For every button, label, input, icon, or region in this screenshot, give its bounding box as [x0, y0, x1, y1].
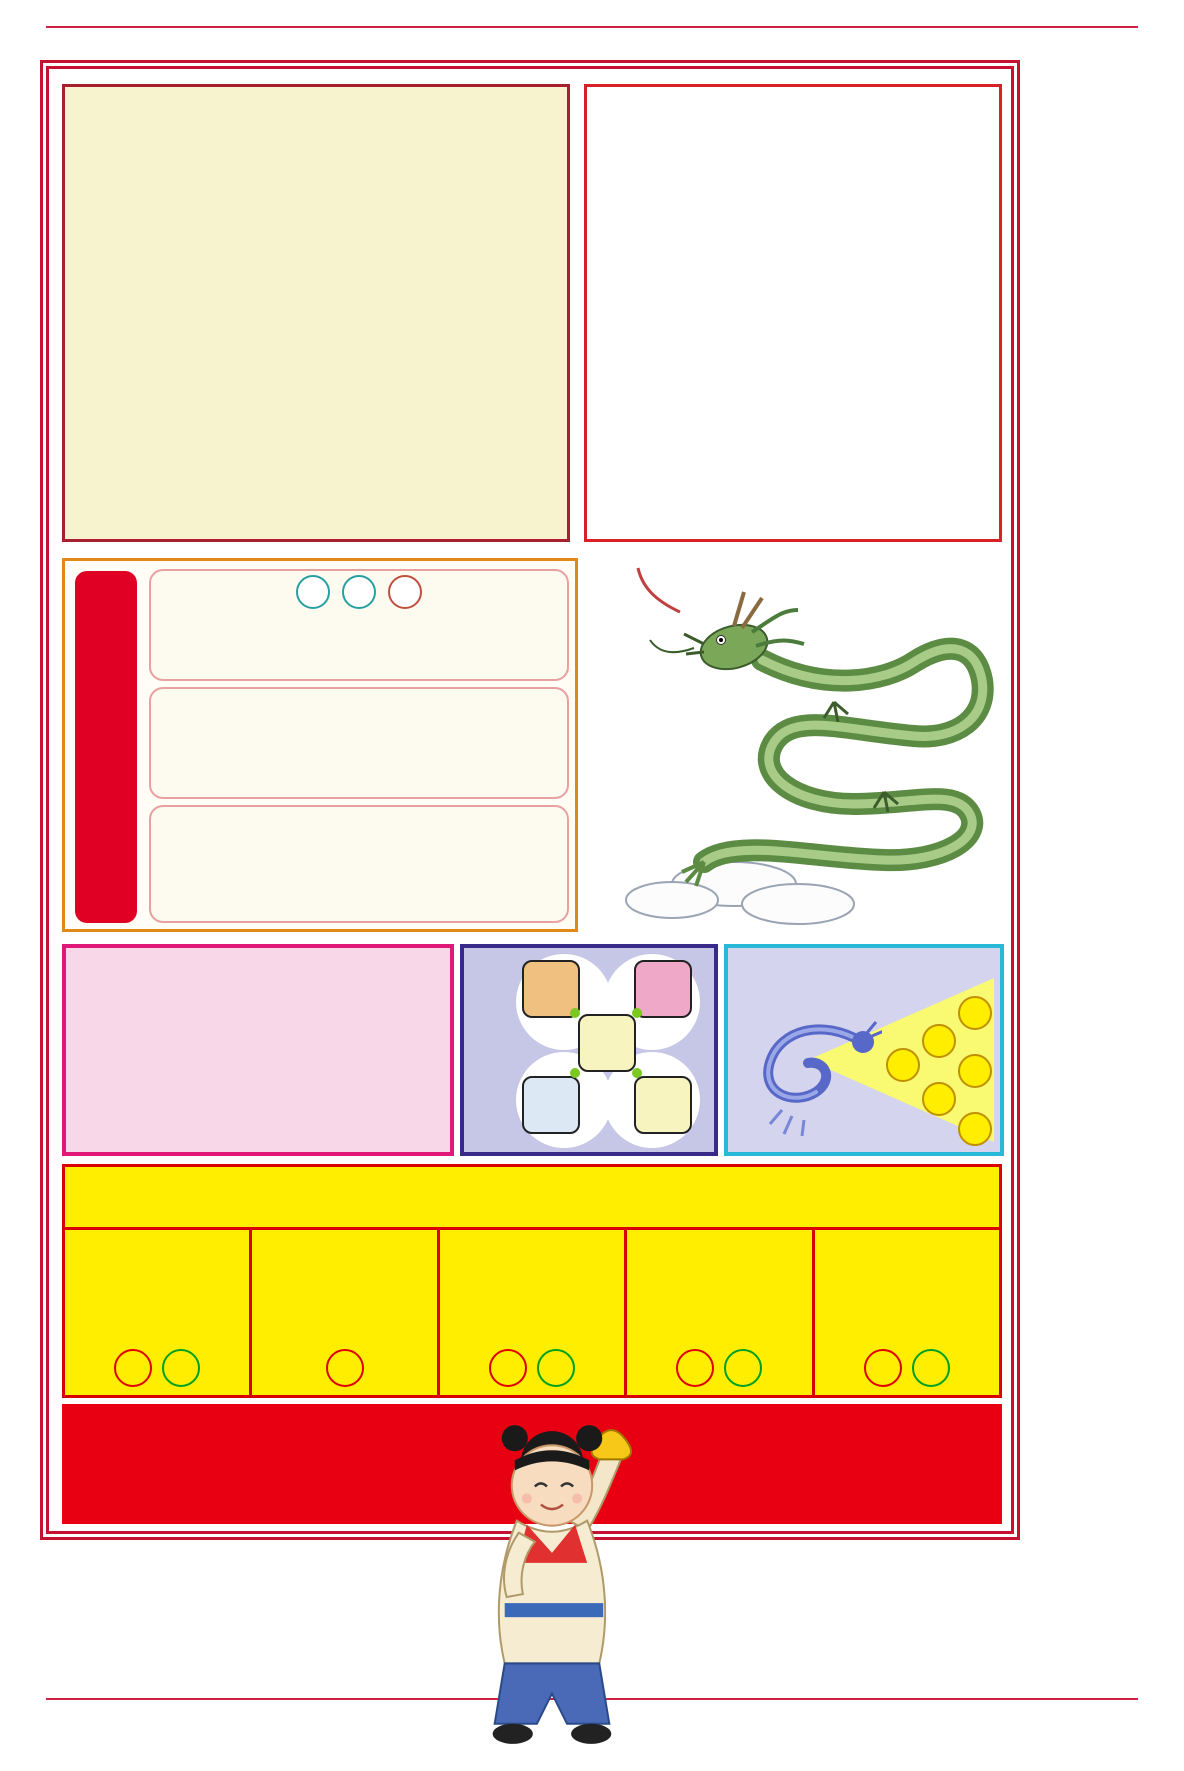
panel-bagua-wheel — [584, 84, 1002, 542]
blue-dragon-icon — [732, 1000, 882, 1150]
fortune-boy-figure — [452, 1400, 662, 1771]
zodiac-wheel — [627, 141, 959, 477]
wave-box-2 — [149, 687, 569, 799]
panel-treasure-poem — [62, 84, 570, 542]
promo-header — [65, 1167, 999, 1227]
panel-zodiac-poem — [62, 944, 454, 1156]
animal-tile-horse — [522, 1076, 580, 1134]
lucky-number — [676, 1349, 714, 1387]
animal-tile-rooster — [578, 1014, 636, 1072]
number-ball — [296, 575, 330, 609]
pearl-number — [958, 1054, 992, 1088]
lucky-number — [537, 1349, 575, 1387]
lucky-number — [489, 1349, 527, 1387]
promo-section — [62, 1164, 1002, 1398]
number-ball — [388, 575, 422, 609]
dice-border-left — [4, 0, 44, 1767]
promo-column-1 — [65, 1230, 249, 1395]
number-ball — [342, 575, 376, 609]
lucky-number — [326, 1349, 364, 1387]
panel-dragon-pearls — [724, 944, 1004, 1156]
dice-border-inner-right — [1020, 70, 1060, 1700]
dragon-artwork — [584, 552, 1004, 934]
promo-column-4 — [624, 1230, 811, 1395]
promo-text — [73, 1236, 241, 1349]
wave-side-banner — [75, 571, 137, 923]
divider — [46, 26, 1138, 28]
pearl-number — [958, 996, 992, 1030]
promo-text — [635, 1236, 803, 1349]
wave-box-3 — [149, 805, 569, 923]
dice-border-right — [1142, 0, 1182, 1767]
panel-wave-field — [62, 558, 578, 932]
lucky-number — [162, 1349, 200, 1387]
lucky-number — [912, 1349, 950, 1387]
panel-zodiac-relations — [460, 944, 718, 1156]
promo-text — [448, 1236, 616, 1349]
promo-column-3 — [437, 1230, 624, 1395]
dragon-illustration — [584, 552, 1004, 934]
wave-box-1 — [149, 569, 569, 681]
pearl-number — [886, 1048, 920, 1082]
promo-text — [260, 1236, 428, 1349]
pearl-number — [922, 1024, 956, 1058]
promo-column-5 — [812, 1230, 999, 1395]
animal-tile-rat — [634, 960, 692, 1018]
animal-tile-tiger — [634, 1076, 692, 1134]
promo-text — [823, 1236, 991, 1349]
wave-box-title — [161, 575, 557, 609]
pearl-number — [958, 1112, 992, 1146]
dice-border-top — [50, 28, 1138, 66]
lucky-number — [864, 1349, 902, 1387]
pearl-number — [922, 1082, 956, 1116]
lucky-number — [724, 1349, 762, 1387]
lucky-number — [114, 1349, 152, 1387]
promo-column-2 — [249, 1230, 436, 1395]
